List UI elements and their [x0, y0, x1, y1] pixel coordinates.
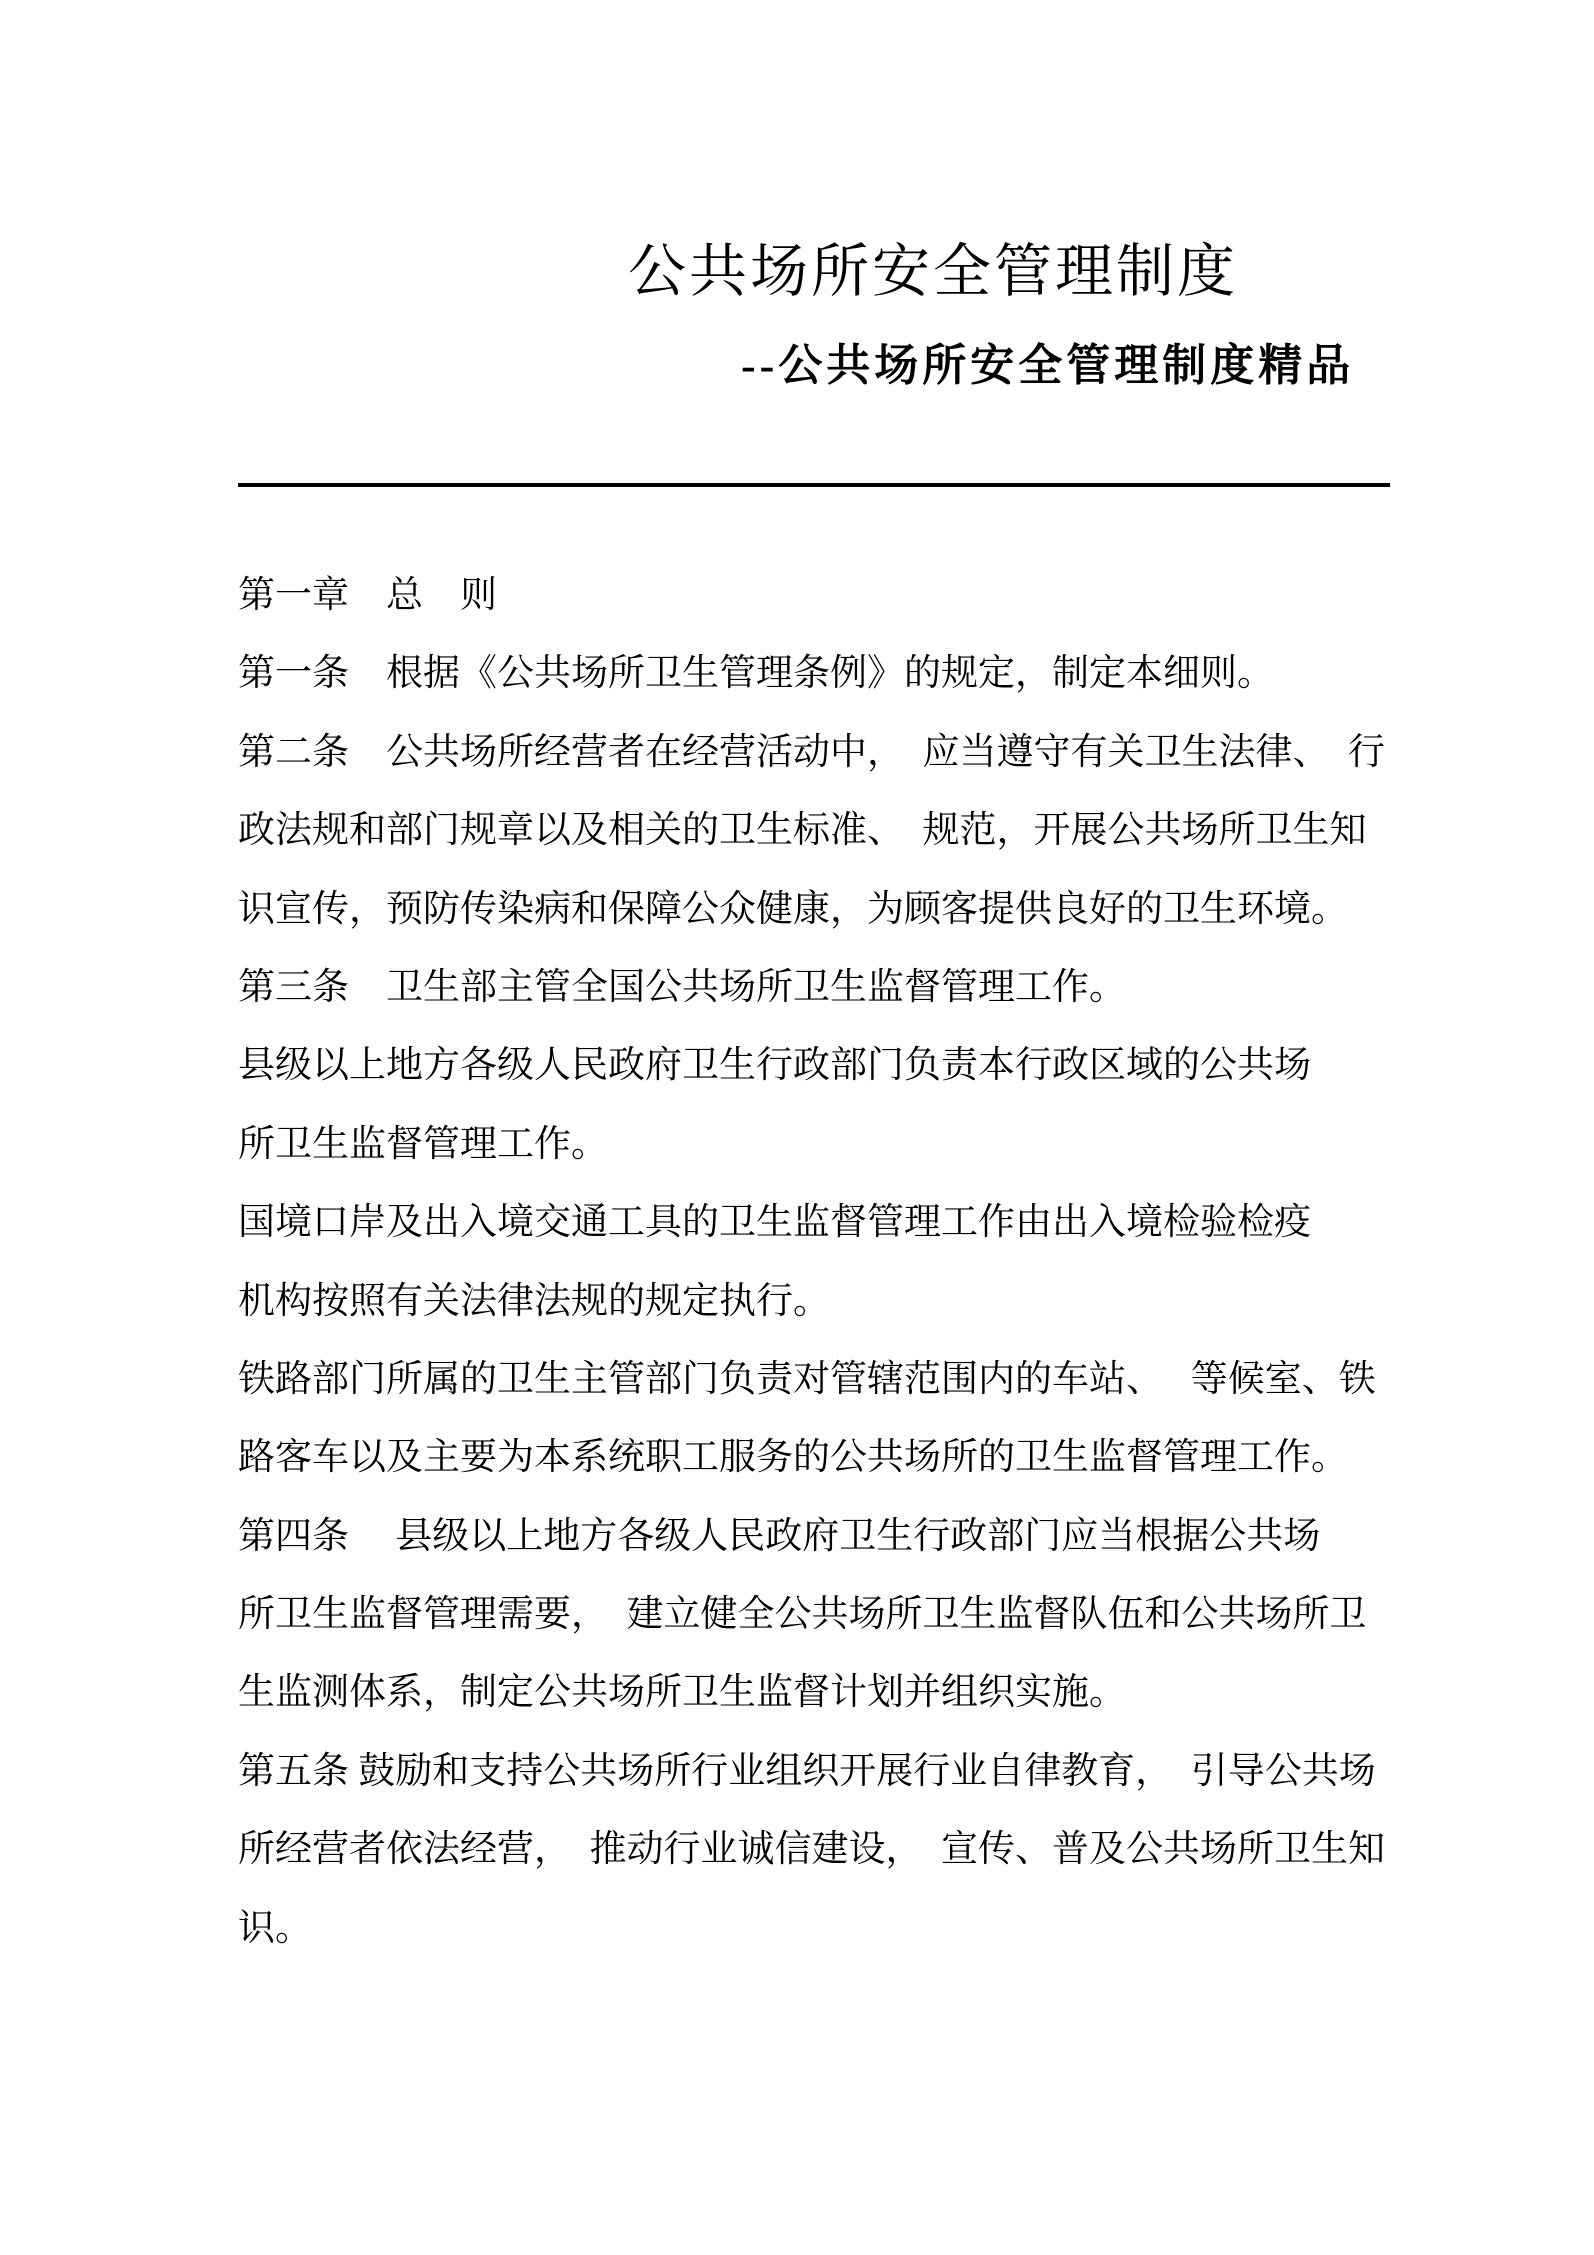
- body-line-chapter-heading: 第一章 总 则: [238, 575, 497, 616]
- body-line: 第一条 根据《公共场所卫生管理条例》的规定，制定本细则。: [238, 653, 1274, 695]
- body-line: 生监测体系，制定公共场所卫生监督计划并组织实施。: [238, 1672, 1126, 1714]
- body-line: 铁路部门所属的卫生主管部门负责对管辖范围内的车站、 等候室、铁: [238, 1358, 1376, 1400]
- body-line: 第四条 县级以上地方各级人民政府卫生行政部门应当根据公共场: [238, 1515, 1321, 1557]
- body-line: 县级以上地方各级人民政府卫生行政部门负责本行政区域的公共场: [238, 1045, 1311, 1087]
- body-line: 识。: [238, 1907, 312, 1949]
- document-subtitle: --公共场所安全管理制度精品: [741, 341, 1355, 390]
- body-line: 政法规和部门规章以及相关的卫生标准、 规范，开展公共场所卫生知: [238, 810, 1367, 852]
- body-line: 第二条 公共场所经营者在经营活动中， 应当遵守有关卫生法律、 行: [238, 731, 1385, 773]
- body-line: 机构按照有关法律法规的规定执行。: [238, 1280, 830, 1322]
- document-body: [238, 557, 1468, 1968]
- body-line: 所卫生监督管理工作。: [238, 1123, 608, 1165]
- body-line: 国境口岸及出入境交通工具的卫生监督管理工作由出入境检验检疫: [238, 1202, 1311, 1244]
- body-line: 识宣传，预防传染病和保障公众健康，为顾客提供良好的卫生环境。: [238, 888, 1348, 930]
- document-title: 公共场所安全管理制度: [628, 239, 1239, 304]
- body-line: 路客车以及主要为本系统职工服务的公共场所的卫生监督管理工作。: [238, 1437, 1348, 1479]
- body-line: 所卫生监督管理需要， 建立健全公共场所卫生监督队伍和公共场所卫: [238, 1594, 1367, 1636]
- body-line: 第三条 卫生部主管全国公共场所卫生监督管理工作。: [238, 966, 1126, 1008]
- horizontal-rule: [238, 483, 1390, 487]
- body-line: 所经营者依法经营， 推动行业诚信建设， 宣传、普及公共场所卫生知: [238, 1829, 1385, 1871]
- body-line: 第五条 鼓励和支持公共场所行业组织开展行业自律教育， 引导公共场: [238, 1750, 1376, 1792]
